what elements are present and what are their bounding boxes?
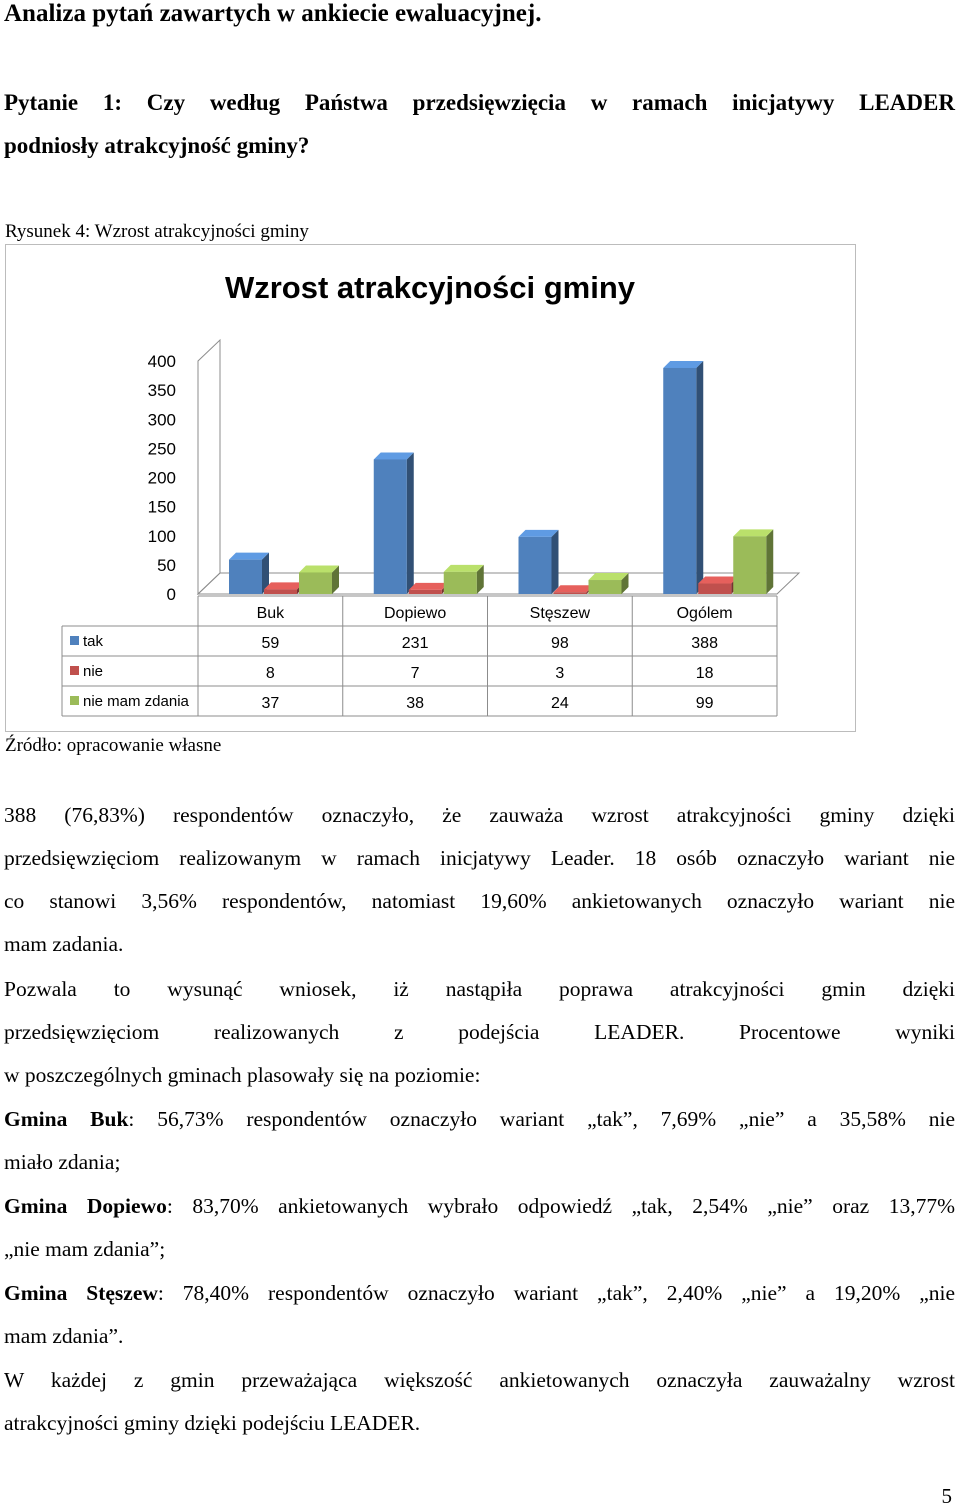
page-number: 5: [941, 1484, 952, 1508]
bar-top-tak: [663, 361, 703, 368]
legend-key-tak: [70, 636, 79, 645]
bar-tak: [519, 537, 552, 594]
paragraph-1-line: 388 (76,83%) respondentów oznaczyło, że zauważa wzrost atrakcyjności gminy dzięki: [4, 803, 955, 827]
data-value: 388: [691, 635, 718, 652]
data-value: 99: [695, 695, 714, 712]
data-value: 18: [695, 665, 714, 682]
paragraph-2-line: w poszczególnych gminach plasowały się na poziomie:: [4, 1063, 481, 1087]
figure-source: Źródło: opracowanie własne: [5, 735, 222, 756]
bar-side-tak: [552, 530, 559, 594]
paragraph-2-line: Pozwala to wysunąć wniosek, iż nastąpiła poprawa atrakcyjności gmin dzięki: [4, 977, 955, 1001]
bar-top-tak: [374, 452, 414, 459]
bar-side-nie-mam-zdania: [766, 529, 773, 594]
chart-side-wall: [198, 340, 220, 594]
chart-title: Wzrost atrakcyjności gminy: [224, 270, 636, 305]
y-tick-label: 150: [147, 497, 176, 517]
gmina-steszew-line-2: mam zdania”.: [4, 1324, 124, 1348]
figure-caption: Rysunek 4: Wzrost atrakcyjności gminy: [5, 221, 309, 242]
bar-tak: [374, 459, 407, 594]
data-value: 37: [261, 695, 280, 712]
y-tick-label: 350: [147, 381, 176, 401]
paragraph-2-line: przedsięwzięciom realizowanych z podejścia LEADER. Procentowe wyniki: [4, 1020, 955, 1044]
legend-label: nie mam zdania: [83, 693, 189, 710]
legend-key-nie-mam-zdania: [70, 696, 79, 705]
gmina-dopiewo-line-2: „nie mam zdania”;: [4, 1237, 166, 1261]
gmina-buk-text: : 56,73% respondentów oznaczyło wariant „tak”, 7,69% „nie” a 35,58% nie: [128, 1107, 955, 1131]
category-label: Buk: [256, 605, 285, 622]
category-label: Dopiewo: [383, 605, 447, 622]
data-value: 231: [401, 635, 429, 652]
y-tick-label: 100: [147, 526, 176, 546]
legend-label: tak: [83, 633, 104, 650]
gmina-steszew-text: : 78,40% respondentów oznaczyło wariant „tak”, 2,40% „nie” a 19,20% „nie: [157, 1281, 955, 1305]
paragraph-1-line: co stanowi 3,56% respondentów, natomiast 19,60% ankietowanych oznaczyło wariant nie: [4, 889, 955, 913]
gmina-buk-line-2: miało zdania;: [4, 1150, 121, 1174]
bar-top-nie-mam-zdania: [444, 565, 484, 572]
bar-top-nie-mam-zdania: [299, 565, 339, 572]
bar-top-nie-mam-zdania: [733, 529, 773, 536]
bar-nie-mam-zdania: [733, 536, 766, 594]
paragraph-1-line: przedsięwzięciom realizowanym w ramach inicjatywy Leader. 18 osób oznaczyło wariant nie: [4, 846, 955, 870]
data-value: 59: [261, 635, 280, 652]
legend-label: nie: [83, 663, 104, 680]
y-tick-label: 300: [147, 410, 176, 430]
paragraph-1: [4, 794, 955, 966]
bar-tak: [663, 368, 696, 594]
question-line-2: podniosły atrakcyjność gminy?: [4, 133, 310, 158]
y-tick-label: 400: [147, 352, 176, 371]
gmina-buk-line: [4, 1098, 955, 1141]
chart-frame: [5, 244, 856, 732]
data-value: 38: [406, 695, 425, 712]
bar-nie-mam-zdania: [589, 580, 622, 594]
gmina-dopiewo-label: Gmina Dopiewo: [4, 1194, 167, 1218]
bar-side-tak: [696, 361, 703, 594]
bar-top-nie: [409, 583, 449, 590]
gmina-steszew-paragraph: [4, 1272, 955, 1358]
bar-tak: [229, 560, 262, 594]
bar-chart: [6, 245, 855, 731]
bar-top-nie-mam-zdania: [589, 573, 629, 580]
data-value: 8: [265, 665, 275, 682]
data-value: 24: [550, 695, 569, 712]
bar-top-nie: [264, 582, 304, 589]
data-value: 3: [555, 665, 565, 682]
gmina-buk-label: Gmina Buk: [4, 1107, 129, 1131]
bar-nie-mam-zdania: [299, 572, 332, 594]
category-label: Ogólem: [676, 605, 733, 622]
bar-top-nie: [698, 577, 738, 584]
gmina-steszew-label: Gmina Stęszew: [4, 1281, 158, 1305]
bar-nie: [409, 590, 442, 594]
question-line-1: Pytanie 1: Czy według Państwa przedsięwzięcia w ramach inicjatywy LEADER: [4, 90, 955, 115]
data-value: 7: [410, 665, 420, 682]
gmina-dopiewo-line: [4, 1185, 955, 1228]
gmina-dopiewo-text: : 83,70% ankietowanych wybrało odpowiedź „tak, 2,54% „nie” oraz 13,77%: [166, 1194, 955, 1218]
y-tick-label: 250: [147, 439, 176, 459]
paragraph-2: [4, 968, 955, 1097]
conclusion-line: atrakcyjności gminy dzięki podejściu LEADER.: [4, 1411, 421, 1435]
paragraph-1-line: mam zadania.: [4, 932, 124, 956]
conclusion-line: W każdej z gmin przeważająca większość ankietowanych oznaczyła zauważalny wzrost: [4, 1368, 955, 1392]
section-heading: Analiza pytań zawartych w ankiecie ewaluacyjnej.: [4, 0, 542, 27]
gmina-dopiewo-paragraph: [4, 1185, 955, 1271]
gmina-buk-paragraph: [4, 1098, 955, 1184]
bar-top-tak: [519, 530, 559, 537]
bar-nie: [264, 589, 297, 594]
bar-nie: [698, 584, 731, 594]
gmina-steszew-line: [4, 1272, 955, 1315]
y-tick-label: 0: [166, 585, 176, 604]
y-tick-label: 50: [157, 555, 176, 575]
bar-nie: [554, 592, 587, 594]
conclusion-paragraph: [4, 1359, 955, 1445]
legend-key-nie: [70, 666, 79, 675]
data-value: 98: [550, 635, 569, 652]
bar-top-tak: [229, 553, 269, 560]
bar-side-tak: [407, 452, 414, 594]
category-label: Stęszew: [529, 605, 591, 622]
bar-top-nie: [554, 585, 594, 592]
y-tick-label: 200: [147, 468, 176, 488]
bar-nie-mam-zdania: [444, 572, 477, 594]
